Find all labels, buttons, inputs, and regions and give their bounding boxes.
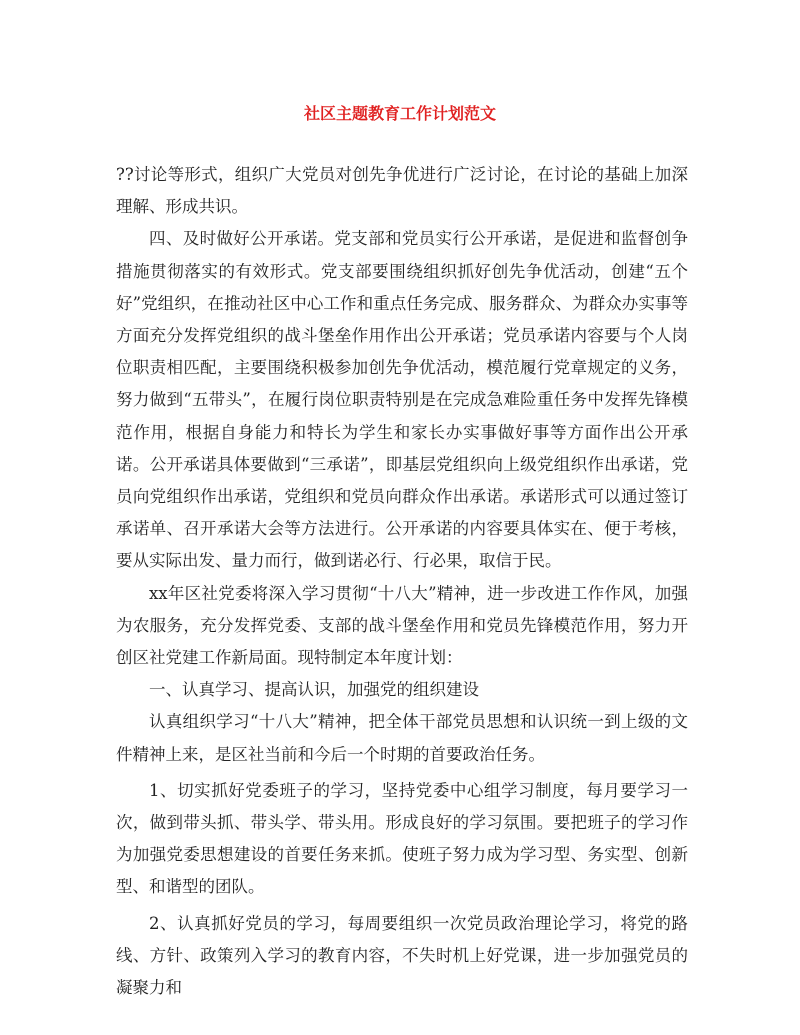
document-title: 社区主题教育工作计划范文	[303, 104, 496, 123]
paragraph-study-18th: 认真组织学习“十八大”精神，把全体干部党员思想和认识统一到上级的文件精神上来，是区社当前和今后一个时期的首要政治任务。	[116, 712, 688, 764]
paragraph-annual-plan-intro: xx年区社党委将深入学习贯彻“十八大”精神，进一步改进工作作风，加强为农服务，充分发挥党委、支部的战斗堡垒作用和党员先锋模范作用，努力开创区社党建工作新局面。现特制定本年度计划：	[116, 583, 688, 668]
section-heading-study: 一、认真学习、提高认识，加强党的组织建设	[149, 680, 479, 700]
paragraph-continuation: ??讨论等形式，组织广大党员对创先争优进行广泛讨论，在讨论的基础上加深理解、形成共识。	[116, 165, 688, 217]
paragraph-item-1: 1、切实抓好党委班子的学习，坚持党委中心组学习制度，每月要学习一次，做到带头抓、带头学、带头用。形成良好的学习氛围。要把班子的学习作为加强党委思想建设的首要任务来抓。使班子努力成为学习型、务实型、创新型、和谐型的团队。	[116, 780, 688, 897]
paragraph-public-commitment: 四、及时做好公开承诺。党支部和党员实行公开承诺，是促进和监督创争措施贯彻落实的有效形式。党支部要围绕组织抓好创先争优活动，创建“五个好”党组织，在推动社区中心工作和重点任务完成、服务群众、为群众办实事等方面充分发挥党组织的战斗堡垒作用作出公开承诺；党员承诺内容要与个人岗位职责相匹配，主要围绕积极参加创先争优活动，模范履行党章规定的义务，努力做到“五带头”，在履行岗位职责特别是在完成急难险重任务中发挥先锋模范作用，根据自身能力和特长为学生和家长办实事做好事等方面作出公开承诺。公开承诺具体要做到“三承诺”，即基层党组织向上级党组织作出承诺，党员向党组织作出承诺，党组织和党员向群众作出承诺。承诺形式可以通过签订承诺单、召开承诺大会等方法进行。公开承诺的内容要具体实在、便于考核，要从实际出发、量力而行，做到诺必行、行必果，取信于民。	[116, 229, 688, 571]
document-body	[116, 159, 688, 1004]
paragraph-item-2: 2、认真抓好党员的学习，每周要组织一次党员政治理论学习，将党的路线、方针、政策列入学习的教育内容，不失时机上好党课，进一步加强党员的凝聚力和	[116, 913, 688, 998]
